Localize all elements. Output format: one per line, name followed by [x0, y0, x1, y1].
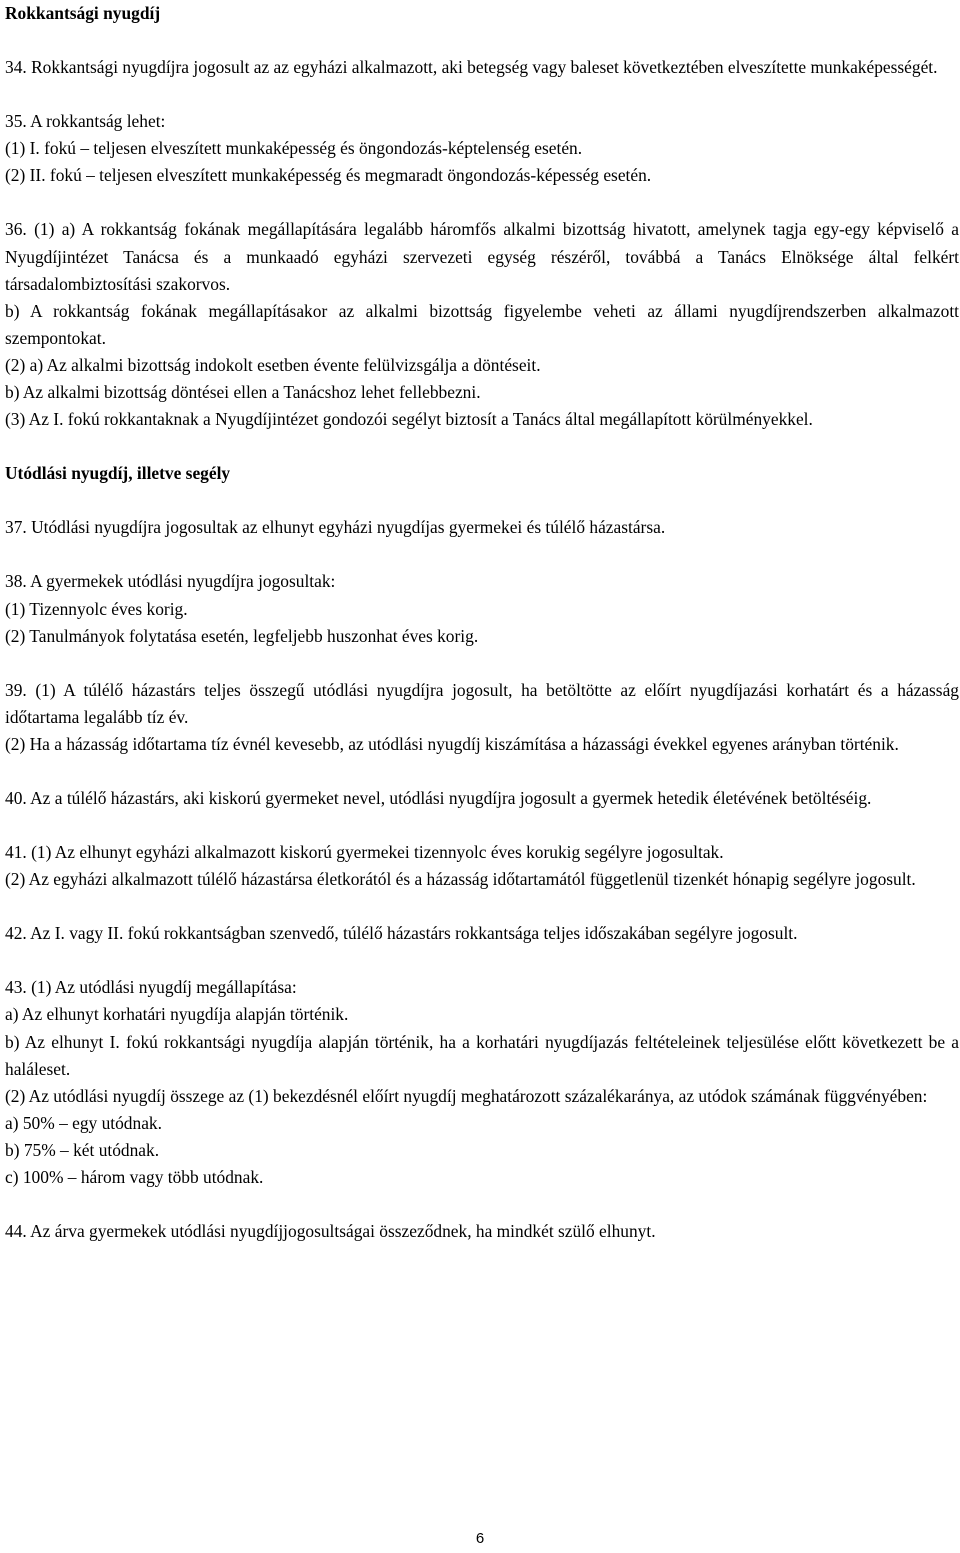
paragraph-38	[5, 568, 959, 649]
paragraph-35-line: (2) II. fokú – teljesen elveszített munkaképesség és megmaradt öngondozás-képesség esetén.	[5, 165, 652, 186]
paragraph-43-line: a) Az elhunyt korhatári nyugdíja alapján történik.	[5, 1004, 349, 1025]
page-number: 6	[475, 1530, 485, 1547]
paragraph-43-line: b) 75% – két utódnak.	[5, 1139, 160, 1160]
paragraph-43-line: c) 100% – három vagy több utódnak.	[5, 1167, 264, 1187]
paragraph-36-line: b) A rokkantság fokának megállapításakor az alkalmi bizottság figyelembe veheti az állami nyugdíjrendszerben alkalmazott szempontokat.	[5, 300, 959, 348]
paragraph-41-line: (2) Az egyházi alkalmazott túlélő házastársa életkorától és a házasság időtartamától függetlenül tizenkét hónapig segélyre jogosult.	[5, 869, 916, 890]
paragraph-36-line: b) Az alkalmi bizottság döntései ellen a Tanácshoz lehet fellebbezni.	[5, 382, 481, 403]
paragraph-43-line: a) 50% – egy utódnak.	[5, 1112, 162, 1133]
paragraph-40: 40. Az a túlélő házastárs, aki kiskorú gyermeket nevel, utódlási nyugdíjra jogosult a gyermek hetedik életévének betöltéséig.	[5, 787, 872, 808]
paragraph-44: 44. Az árva gyermekek utódlási nyugdíjjogosultságai összeződnek, ha mindkét szülő elhunyt.	[5, 1221, 656, 1242]
paragraph-43-line: b) Az elhunyt I. fokú rokkantsági nyugdíja alapján történik, ha a korhatári nyugdíjazás feltételeinek teljesülése előtt következett be a haláleset.	[5, 1031, 959, 1079]
paragraph-36-line: (3) Az I. fokú rokkantaknak a Nyugdíjintézet gondozói segélyt biztosít a Tanács által megállapított körülményekkel.	[5, 409, 813, 430]
paragraph-42: 42. Az I. vagy II. fokú rokkantságban szenvedő, túlélő házastárs rokkantsága teljes időszakában segélyre jogosult.	[5, 923, 798, 944]
document-page	[5, 0, 959, 1245]
paragraph-34: 34. Rokkantsági nyugdíjra jogosult az az egyházi alkalmazott, aki betegség vagy baleset következtében elveszítette munkaképességét.	[5, 57, 938, 78]
paragraph-35-line: (1) I. fokú – teljesen elveszített munkaképesség és öngondozás-képtelenség esetén.	[5, 138, 583, 159]
paragraph-35-line: 35. A rokkantság lehet:	[5, 111, 166, 132]
paragraph-35	[5, 108, 959, 189]
paragraph-38-line: (2) Tanulmányok folytatása esetén, legfeljebb huszonhat éves korig.	[5, 625, 479, 646]
paragraph-43	[5, 974, 959, 1191]
paragraph-39	[5, 677, 959, 758]
section-heading-disability-pension: Rokkantsági nyugdíj	[5, 3, 161, 23]
paragraph-36	[5, 216, 959, 433]
section-heading-survivor-pension: Utódlási nyugdíj, illetve segély	[5, 463, 231, 484]
paragraph-38-line: 38. A gyermekek utódlási nyugdíjra jogosultak:	[5, 571, 336, 592]
paragraph-41	[5, 839, 959, 893]
paragraph-43-line: 43. (1) Az utódlási nyugdíj megállapítása:	[5, 977, 297, 998]
paragraph-43-line: (2) Az utódlási nyugdíj összege az (1) bekezdésnél előírt nyugdíj meghatározott százalékaránya, az utódok számának függvényében:	[5, 1085, 928, 1106]
paragraph-39-line: 39. (1) A túlélő házastárs teljes összegű utódlási nyugdíjra jogosult, ha betöltötte az előírt nyugdíjazási korhatárt és a házasság időtartama legalább tíz év.	[5, 679, 959, 727]
paragraph-41-line: 41. (1) Az elhunyt egyházi alkalmazott kiskorú gyermekei tizennyolc éves korukig segélyre jogosultak.	[5, 842, 724, 863]
paragraph-38-line: (1) Tizennyolc éves korig.	[5, 598, 188, 619]
paragraph-39-line: (2) Ha a házasság időtartama tíz évnél kevesebb, az utódlási nyugdíj kiszámítása a házassági évekkel egyenes arányban történik.	[5, 733, 899, 754]
paragraph-36-line: 36. (1) a) A rokkantság fokának megállapítására legalább háromfős alkalmi bizottság hivatott, amelynek tagja egy-egy képviselő a Nyugdíjintézet Tanácsa és a munkaadó egyházi szervezeti egység részéről, továbbá a Tanács Elnöksége által felkért társadalombiztosítási szakorvos.	[5, 219, 959, 294]
paragraph-36-line: (2) a) Az alkalmi bizottság indokolt esetben évente felülvizsgálja a döntéseit.	[5, 354, 541, 375]
paragraph-37: 37. Utódlási nyugdíjra jogosultak az elhunyt egyházi nyugdíjas gyermekei és túlélő házastársa.	[5, 517, 666, 538]
